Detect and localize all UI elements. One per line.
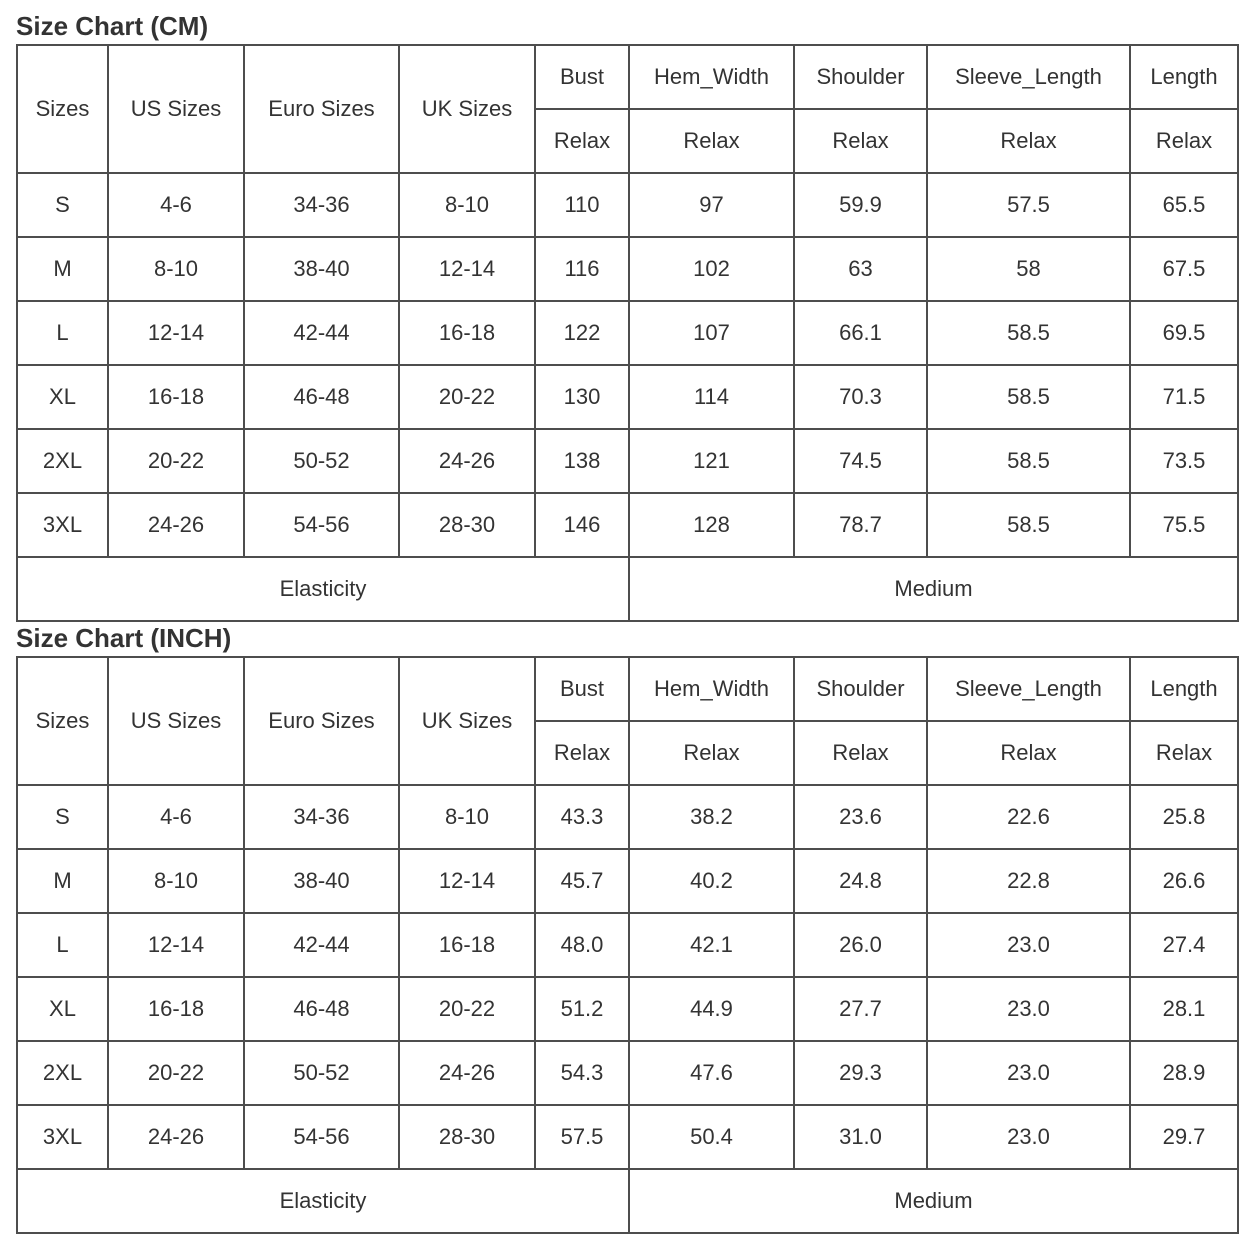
fit-label: Relax [1131,110,1237,172]
cell-shoulder: 59.9 [795,174,926,236]
cell-us-size: 8-10 [109,238,243,300]
table-row [18,302,1237,364]
cell-length: 27.4 [1131,914,1237,976]
cell-us-size: 16-18 [109,366,243,428]
cell-size: 2XL [18,1042,107,1104]
table-row [18,238,1237,300]
cell-size: L [18,914,107,976]
cell-shoulder: 27.7 [795,978,926,1040]
cell-shoulder: 26.0 [795,914,926,976]
cell-length: 65.5 [1131,174,1237,236]
cell-uk-size: 24-26 [400,430,534,492]
table-row [18,430,1237,492]
cell-size: S [18,786,107,848]
cell-shoulder: 31.0 [795,1106,926,1168]
col-header-sleeve-length: Sleeve_Length [928,46,1129,108]
cell-hem-width: 128 [630,494,793,556]
cell-bust: 130 [536,366,628,428]
cell-length: 75.5 [1131,494,1237,556]
cell-size: 3XL [18,494,107,556]
cell-uk-size: 20-22 [400,366,534,428]
table-row [18,1106,1237,1168]
cell-hem-width: 44.9 [630,978,793,1040]
cell-length: 25.8 [1131,786,1237,848]
cell-length: 71.5 [1131,366,1237,428]
cell-uk-size: 16-18 [400,914,534,976]
cell-bust: 110 [536,174,628,236]
fit-label: Relax [1131,722,1237,784]
cell-us-size: 12-14 [109,914,243,976]
cell-bust: 43.3 [536,786,628,848]
cell-shoulder: 70.3 [795,366,926,428]
cell-us-size: 4-6 [109,174,243,236]
col-header-length: Length [1131,46,1237,108]
col-header-shoulder: Shoulder [795,46,926,108]
cell-uk-size: 8-10 [400,786,534,848]
cell-euro-size: 34-36 [245,174,398,236]
cell-bust: 116 [536,238,628,300]
col-header-uk-sizes: UK Sizes [400,658,534,784]
cell-bust: 57.5 [536,1106,628,1168]
cell-sleeve-length: 23.0 [928,1042,1129,1104]
cell-size: M [18,238,107,300]
col-header-sleeve-length: Sleeve_Length [928,658,1129,720]
col-header-hem-width: Hem_Width [630,658,793,720]
cell-euro-size: 42-44 [245,302,398,364]
cell-uk-size: 28-30 [400,1106,534,1168]
cell-hem-width: 114 [630,366,793,428]
cell-uk-size: 16-18 [400,302,534,364]
cell-sleeve-length: 58.5 [928,430,1129,492]
cell-hem-width: 102 [630,238,793,300]
cell-euro-size: 38-40 [245,238,398,300]
cell-us-size: 16-18 [109,978,243,1040]
col-header-us-sizes: US Sizes [109,658,243,784]
elasticity-row [18,1170,1237,1232]
fit-label: Relax [536,110,628,172]
cell-hem-width: 97 [630,174,793,236]
cell-uk-size: 8-10 [400,174,534,236]
elasticity-value: Medium [630,1170,1237,1232]
fit-label: Relax [536,722,628,784]
cell-sleeve-length: 58 [928,238,1129,300]
cell-uk-size: 12-14 [400,238,534,300]
cell-size: S [18,174,107,236]
cell-hem-width: 38.2 [630,786,793,848]
table-row [18,914,1237,976]
size-chart-cm-table [16,44,1239,622]
cell-us-size: 20-22 [109,1042,243,1104]
cell-hem-width: 107 [630,302,793,364]
cell-hem-width: 50.4 [630,1106,793,1168]
cell-shoulder: 74.5 [795,430,926,492]
col-header-euro-sizes: Euro Sizes [245,46,398,172]
cell-length: 67.5 [1131,238,1237,300]
table-row [18,1042,1237,1104]
cell-size: XL [18,978,107,1040]
cell-shoulder: 78.7 [795,494,926,556]
fit-label: Relax [795,110,926,172]
cell-euro-size: 34-36 [245,786,398,848]
cell-sleeve-length: 58.5 [928,366,1129,428]
size-rows [18,174,1237,556]
cell-length: 26.6 [1131,850,1237,912]
cell-sleeve-length: 23.0 [928,978,1129,1040]
fit-label: Relax [630,110,793,172]
cell-bust: 51.2 [536,978,628,1040]
cell-us-size: 24-26 [109,1106,243,1168]
cell-sleeve-length: 58.5 [928,494,1129,556]
table-row [18,366,1237,428]
cell-shoulder: 24.8 [795,850,926,912]
cell-sleeve-length: 23.0 [928,914,1129,976]
col-header-bust: Bust [536,46,628,108]
cell-size: M [18,850,107,912]
elasticity-label: Elasticity [18,558,628,620]
cell-us-size: 8-10 [109,850,243,912]
cell-length: 69.5 [1131,302,1237,364]
cell-us-size: 4-6 [109,786,243,848]
cell-uk-size: 12-14 [400,850,534,912]
cell-euro-size: 46-48 [245,978,398,1040]
col-header-sizes: Sizes [18,658,107,784]
col-header-euro-sizes: Euro Sizes [245,658,398,784]
cell-size: 2XL [18,430,107,492]
cell-shoulder: 23.6 [795,786,926,848]
cell-euro-size: 54-56 [245,1106,398,1168]
cell-uk-size: 28-30 [400,494,534,556]
cell-us-size: 20-22 [109,430,243,492]
cell-bust: 138 [536,430,628,492]
cell-sleeve-length: 57.5 [928,174,1129,236]
cell-length: 28.1 [1131,978,1237,1040]
cell-us-size: 24-26 [109,494,243,556]
cell-length: 29.7 [1131,1106,1237,1168]
cell-uk-size: 20-22 [400,978,534,1040]
cell-sleeve-length: 58.5 [928,302,1129,364]
fit-label: Relax [630,722,793,784]
cell-euro-size: 50-52 [245,430,398,492]
cell-length: 28.9 [1131,1042,1237,1104]
col-header-hem-width: Hem_Width [630,46,793,108]
cell-shoulder: 63 [795,238,926,300]
cell-size: 3XL [18,1106,107,1168]
size-chart-inch-title: Size Chart (INCH) [16,623,232,653]
cell-hem-width: 121 [630,430,793,492]
header-row [18,658,1237,720]
col-header-us-sizes: US Sizes [109,46,243,172]
table-row [18,494,1237,556]
col-header-sizes: Sizes [18,46,107,172]
fit-label: Relax [928,110,1129,172]
table-row [18,786,1237,848]
cell-size: XL [18,366,107,428]
cell-bust: 54.3 [536,1042,628,1104]
header-row [18,46,1237,108]
cell-shoulder: 29.3 [795,1042,926,1104]
col-header-length: Length [1131,658,1237,720]
cell-hem-width: 40.2 [630,850,793,912]
cell-euro-size: 38-40 [245,850,398,912]
fit-label: Relax [795,722,926,784]
elasticity-value: Medium [630,558,1237,620]
cell-bust: 45.7 [536,850,628,912]
cell-bust: 146 [536,494,628,556]
size-chart-inch-table [16,656,1239,1234]
size-rows [18,786,1237,1168]
cell-hem-width: 47.6 [630,1042,793,1104]
cell-shoulder: 66.1 [795,302,926,364]
col-header-uk-sizes: UK Sizes [400,46,534,172]
size-chart-cm-title: Size Chart (CM) [16,11,209,41]
cell-hem-width: 42.1 [630,914,793,976]
cell-size: L [18,302,107,364]
cell-euro-size: 54-56 [245,494,398,556]
cell-euro-size: 42-44 [245,914,398,976]
table-row [18,174,1237,236]
cell-euro-size: 46-48 [245,366,398,428]
fit-label: Relax [928,722,1129,784]
cell-sleeve-length: 22.6 [928,786,1129,848]
elasticity-label: Elasticity [18,1170,628,1232]
cell-euro-size: 50-52 [245,1042,398,1104]
table-row [18,978,1237,1040]
cell-sleeve-length: 23.0 [928,1106,1129,1168]
col-header-shoulder: Shoulder [795,658,926,720]
cell-us-size: 12-14 [109,302,243,364]
elasticity-row [18,558,1237,620]
col-header-bust: Bust [536,658,628,720]
cell-uk-size: 24-26 [400,1042,534,1104]
cell-length: 73.5 [1131,430,1237,492]
cell-bust: 48.0 [536,914,628,976]
table-row [18,850,1237,912]
cell-bust: 122 [536,302,628,364]
cell-sleeve-length: 22.8 [928,850,1129,912]
